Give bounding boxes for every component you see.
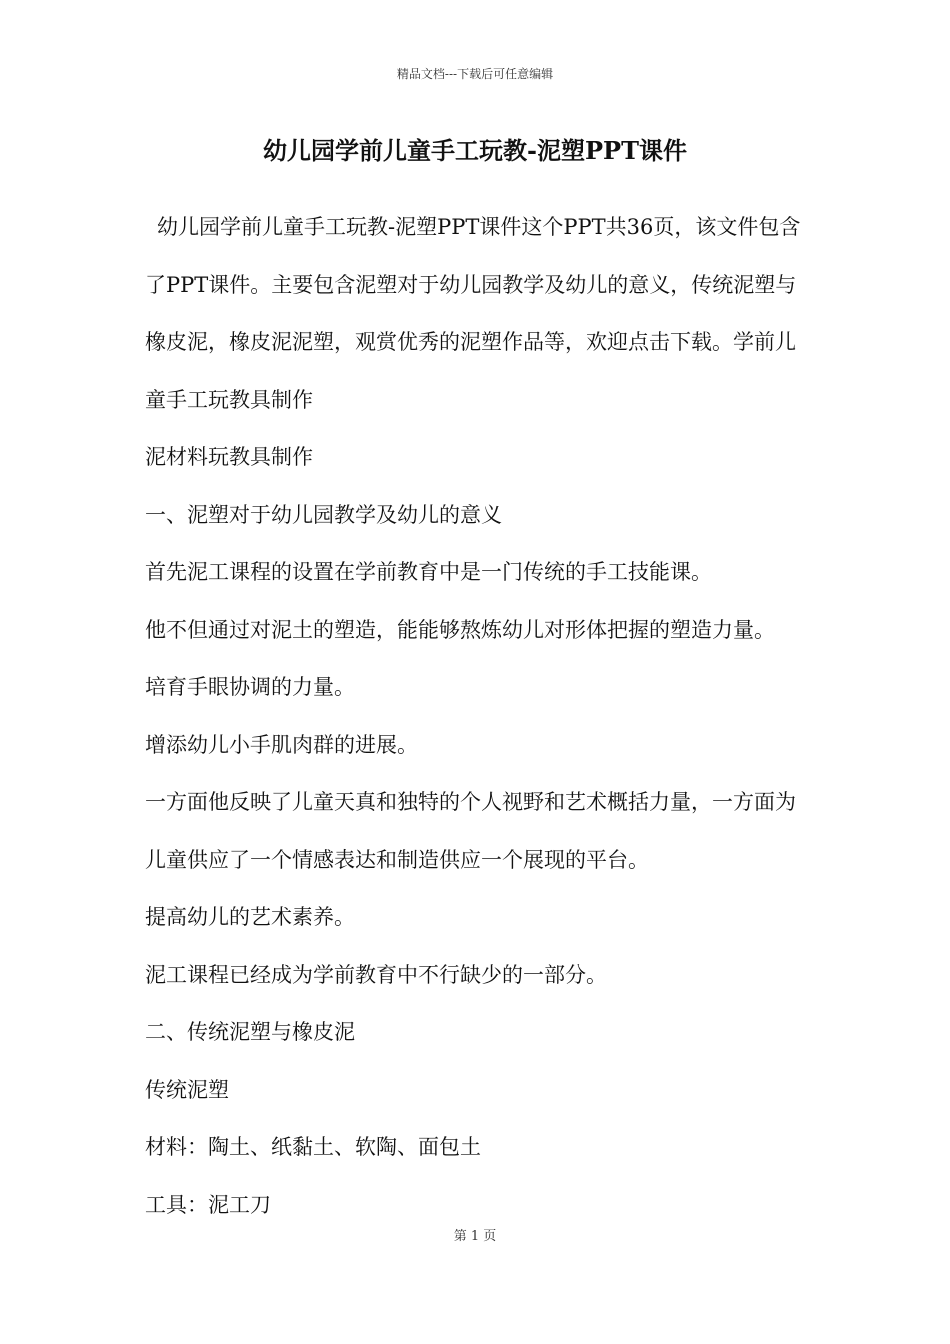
document-body [145,199,807,1234]
paragraph: 工具：泥工刀 [145,1192,271,1217]
section-heading-2: 二、传统泥塑与橡皮泥 [145,1020,355,1044]
paragraph-subtitle: 泥材料玩教具制作 [145,445,313,469]
intro-paragraph: 幼儿园学前儿童手工玩教-泥塑PPT课件这个PPT共36页，该文件包含了PPT课件。主要包含泥塑对于幼儿园教学及幼儿的意义，传统泥塑与橡皮泥，橡皮泥泥塑，观赏优秀的泥塑作品等，欢迎点击下载。学前儿童手工玩教具制作 [145,215,801,412]
paragraph: 一方面他反映了儿童天真和独特的个人视野和艺术概括力量，一方面为儿童供应了一个情感表达和制造供应一个展现的平台。 [145,790,796,872]
paragraph: 他不但通过对泥土的塑造，能能够熬炼幼儿对形体把握的塑造力量。 [145,617,775,642]
section-heading-1: 一、泥塑对于幼儿园教学及幼儿的意义 [145,502,502,527]
paragraph: 首先泥工课程的设置在学前教育中是一门传统的手工技能课。 [145,560,712,584]
paragraph: 材料：陶土、纸黏土、软陶、面包土 [145,1135,481,1159]
paragraph: 传统泥塑 [145,1077,229,1102]
page-header: 精品文档---下载后可任意编辑 [396,67,554,81]
page-number: 第 1 页 [453,1229,497,1244]
document-title: 幼儿园学前儿童手工玩教-泥塑PPT课件 [263,136,687,165]
paragraph: 提高幼儿的艺术素养。 [145,905,355,929]
paragraph: 增添幼儿小手肌肉群的进展。 [145,732,418,757]
paragraph: 培育手眼协调的力量。 [145,675,355,699]
paragraph: 泥工课程已经成为学前教育中不行缺少的一部分。 [145,962,607,987]
